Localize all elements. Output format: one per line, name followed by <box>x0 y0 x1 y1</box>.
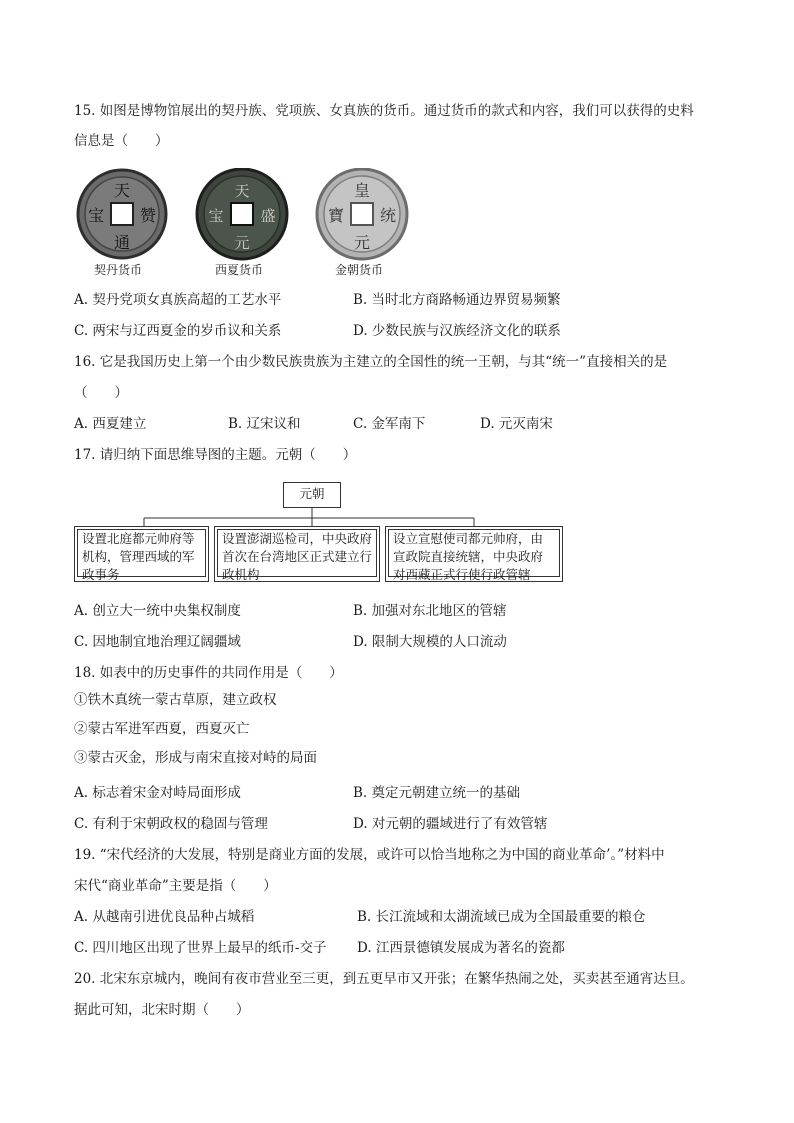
q16-stem-line2: （ ） <box>74 385 128 401</box>
q19-option-b[interactable]: B. 长江流域和太湖流域已成为全国最重要的粮仓 <box>357 909 646 925</box>
svg-text:盛: 盛 <box>260 207 276 225</box>
svg-text:天: 天 <box>234 182 250 200</box>
q17-stem: 17. 请归纳下面思维导图的主题。元朝（ ） <box>74 447 357 463</box>
q19-stem-line2: 宋代“商业革命”主要是指（ ） <box>74 878 277 894</box>
q15-option-a[interactable]: A. 契丹党项女真族高超的工艺水平 <box>74 292 282 308</box>
q15-stem-line2: 信息是（ ） <box>74 133 169 149</box>
svg-text:通: 通 <box>113 233 131 252</box>
q19-option-c[interactable]: C. 四川地区出现了世界上最早的纸币-交子 <box>74 940 327 956</box>
svg-text:寶: 寶 <box>327 206 345 225</box>
q16-option-c[interactable]: C. 金军南下 <box>353 416 426 432</box>
q19-option-d[interactable]: D. 江西景德镇发展成为著名的瓷都 <box>357 940 565 956</box>
mind-map-box-taiwan <box>214 526 380 582</box>
q15-stem-line1: 15. 如图是博物馆展出的契丹族、党项族、女真族的货币。通过货币的款式和内容，我们可以获得的史料 <box>74 103 694 119</box>
q17-option-c[interactable]: C. 因地制宜地治理辽阔疆域 <box>74 634 241 650</box>
q18-item-2: ②蒙古军进军西夏，西夏灭亡 <box>74 721 250 737</box>
mind-map-box-tibet-text: 设立宣慰使司都元帅府，由宣政院直接统辖，中央政府对西藏正式行使行政管辖 <box>393 531 544 582</box>
q15-option-d[interactable]: D. 少数民族与汉族经济文化的联系 <box>353 323 561 339</box>
q15-option-c[interactable]: C. 两宋与辽西夏金的岁币议和关系 <box>74 323 282 339</box>
svg-text:元: 元 <box>234 234 250 252</box>
mind-map-box-taiwan-text: 设置澎湖巡检司，中央政府首次在台湾地区正式建立行政机构 <box>222 531 373 582</box>
coin-jin-caption: 金朝货币 <box>335 263 384 277</box>
q18-option-c[interactable]: C. 有利于宋朝政权的稳固与管理 <box>74 816 268 832</box>
q20-stem-line1: 20. 北宋东京城内，晚间有夜市营业至三更，到五更早市又开张；在繁华热闹之处，买卖甚至通宵达旦。 <box>74 971 694 987</box>
svg-text:宝: 宝 <box>87 206 105 225</box>
q17-option-d[interactable]: D. 限制大规模的人口流动 <box>353 634 507 650</box>
q19-stem-line1: 19. “宋代经济的大发展，特别是商业方面的发展，或许可以恰当地称之为中国的商业革命’。”材料中 <box>74 847 665 863</box>
svg-text:皇: 皇 <box>353 181 371 200</box>
q18-item-1: ①铁木真统一蒙古草原，建立政权 <box>74 692 277 708</box>
svg-text:天: 天 <box>113 181 131 200</box>
q17-option-a[interactable]: A. 创立大一统中央集权制度 <box>74 603 241 619</box>
q20-stem-line2: 据此可知，北宋时期（ ） <box>74 1002 250 1018</box>
q18-option-d[interactable]: D. 对元朝的疆域进行了有效管辖 <box>353 816 548 832</box>
q17-option-b[interactable]: B. 加强对东北地区的管辖 <box>353 603 507 619</box>
svg-text:统: 统 <box>379 206 397 225</box>
q18-stem: 18. 如表中的历史事件的共同作用是（ ） <box>74 665 343 681</box>
mind-map-box-tibet <box>385 526 563 582</box>
coin-khitan-caption: 契丹货币 <box>94 263 143 277</box>
svg-text:元: 元 <box>353 233 371 252</box>
q18-option-b[interactable]: B. 奠定元朝建立统一的基础 <box>353 785 521 801</box>
q16-option-d[interactable]: D. 元灭南宋 <box>480 416 553 432</box>
mind-map-box-western-regions-text: 设置北庭都元帅府等机构，管理西域的军政事务 <box>82 531 195 582</box>
q16-stem-line1: 16. 它是我国历史上第一个由少数民族贵族为主建立的全国性的统一王朝，与其“统一”直接相关的是 <box>74 354 668 370</box>
coin-xixia-caption: 西夏货币 <box>215 263 264 277</box>
q16-option-b[interactable]: B. 辽宋议和 <box>228 416 301 432</box>
mind-map-root-label: 元朝 <box>299 486 325 501</box>
q19-option-a[interactable]: A. 从越南引进优良品种占城稻 <box>74 909 255 925</box>
svg-text:宝: 宝 <box>208 207 224 225</box>
q18-item-3: ③蒙古灭金，形成与南宋直接对峙的局面 <box>74 750 317 766</box>
q15-option-b[interactable]: B. 当时北方商路畅通边界贸易频繁 <box>353 292 561 308</box>
svg-text:赞: 赞 <box>139 206 157 225</box>
q18-option-a[interactable]: A. 标志着宋金对峙局面形成 <box>74 785 241 801</box>
mind-map-box-western-regions <box>74 526 209 582</box>
q16-option-a[interactable]: A. 西夏建立 <box>74 416 147 432</box>
